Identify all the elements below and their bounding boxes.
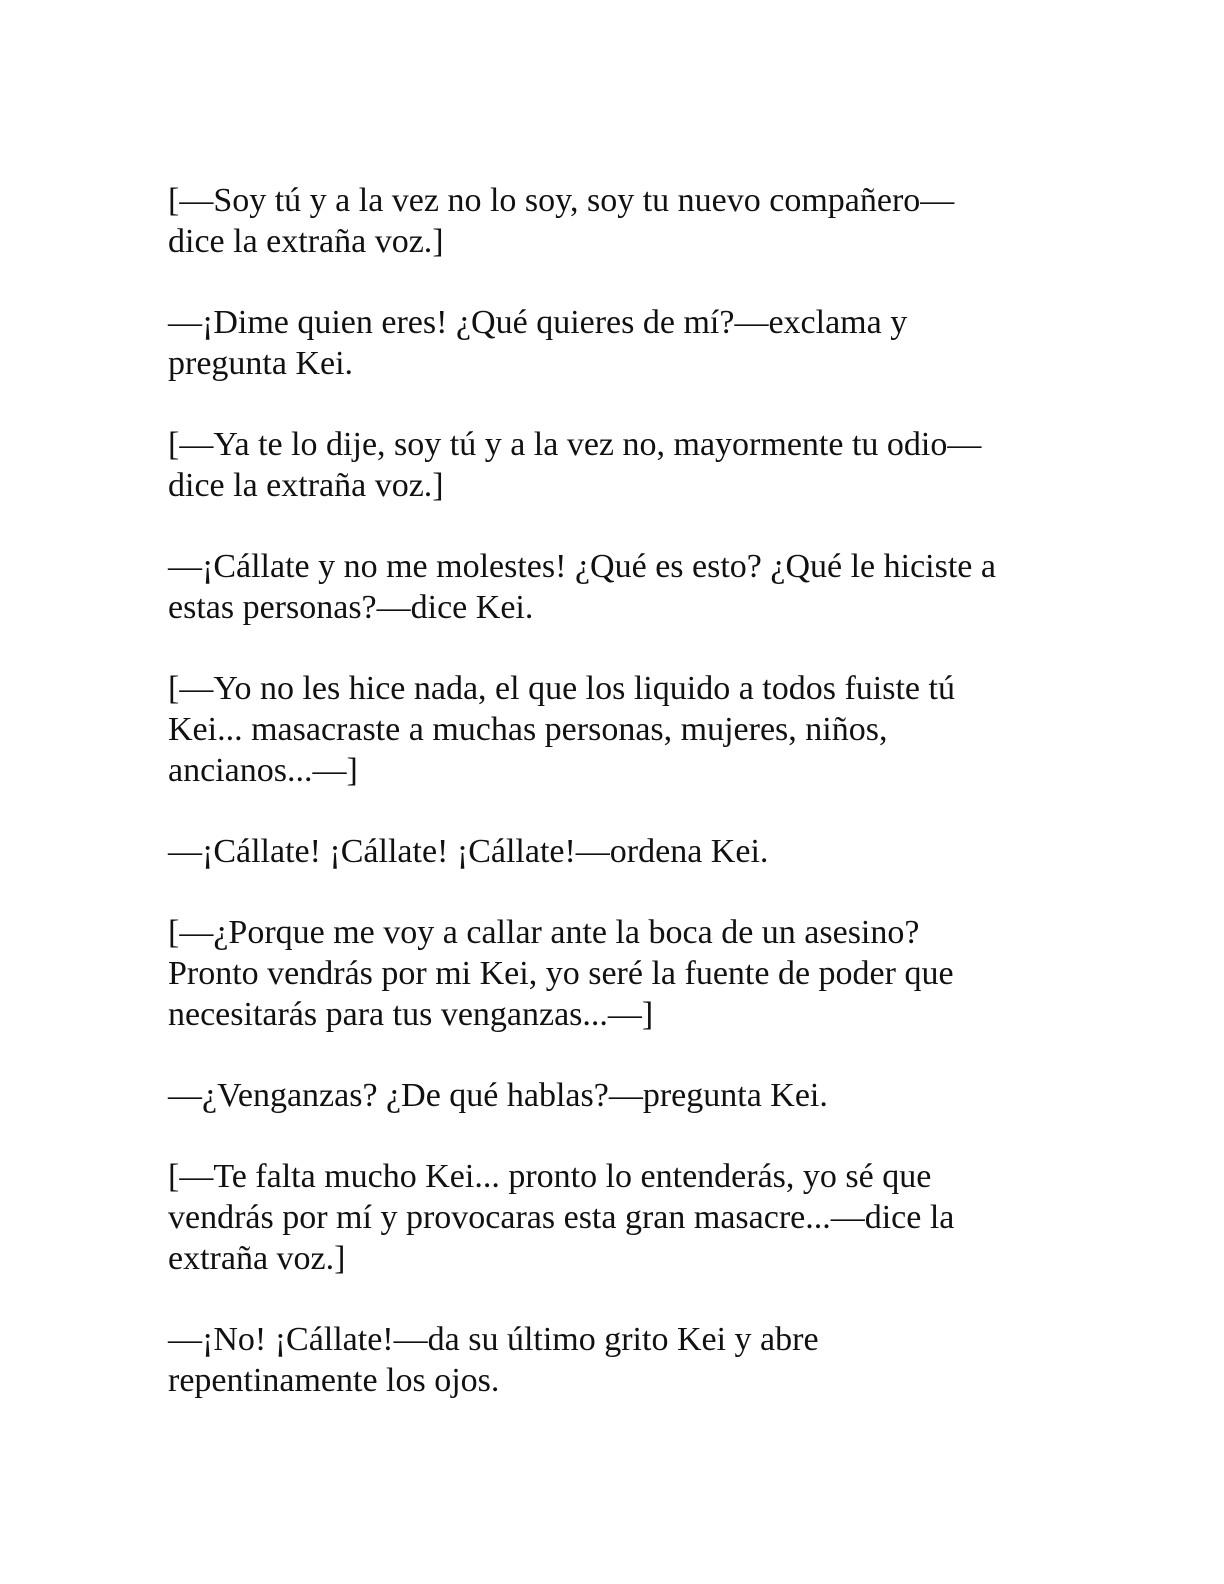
paragraph-2 (168, 302, 1048, 384)
text-line: dice la extraña voz.] (168, 223, 444, 260)
paragraph-10 (168, 1319, 1048, 1401)
text-line: [—Te falta mucho Kei... pronto lo entenderás, yo sé que (168, 1158, 932, 1195)
paragraph-7 (168, 912, 1048, 1035)
text-line: extraña voz.] (168, 1240, 346, 1277)
text-line: —¡Cállate y no me molestes! ¿Qué es esto? ¿Qué le hiciste a (168, 548, 996, 585)
paragraph-8 (168, 1075, 1048, 1116)
text-line: —¡Dime quien eres! ¿Qué quieres de mí?—exclama y (168, 304, 908, 341)
text-line: Pronto vendrás por mi Kei, yo seré la fuente de poder que (168, 955, 954, 992)
paragraph-6 (168, 831, 1048, 872)
text-line: estas personas?—dice Kei. (168, 589, 534, 626)
text-line: [—Soy tú y a la vez no lo soy, soy tu nuevo compañero— (168, 182, 955, 219)
text-line: vendrás por mí y provocaras esta gran masacre...—dice la (168, 1199, 955, 1236)
text-line: —¿Venganzas? ¿De qué hablas?—pregunta Kei. (168, 1077, 828, 1114)
text-line: Kei... masacraste a muchas personas, mujeres, niños, (168, 711, 888, 748)
paragraph-3 (168, 424, 1048, 506)
text-line: [—Ya te lo dije, soy tú y a la vez no, mayormente tu odio— (168, 426, 982, 463)
text-line: [—Yo no les hice nada, el que los liquido a todos fuiste tú (168, 670, 955, 707)
text-line: —¡Cállate! ¡Cállate! ¡Cállate!—ordena Kei. (168, 833, 769, 870)
text-line: —¡No! ¡Cállate!—da su último grito Kei y abre (168, 1321, 819, 1358)
text-line: ancianos...—] (168, 752, 358, 789)
paragraph-5 (168, 668, 1048, 791)
paragraph-1 (168, 180, 1048, 262)
text-line: repentinamente los ojos. (168, 1362, 500, 1399)
text-line: dice la extraña voz.] (168, 467, 444, 504)
text-line: [—¿Porque me voy a callar ante la boca de un asesino? (168, 914, 920, 951)
document-page (168, 180, 1048, 1441)
paragraph-9 (168, 1156, 1048, 1279)
paragraph-4 (168, 546, 1048, 628)
text-line: necesitarás para tus venganzas...—] (168, 996, 654, 1033)
text-line: pregunta Kei. (168, 345, 354, 382)
